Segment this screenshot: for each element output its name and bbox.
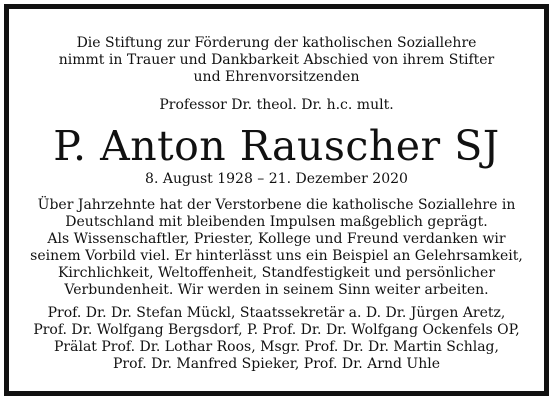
signatory-line: Prälat Prof. Dr. Lothar Roos, Msgr. Prof. Dr. Dr. Martin Schlag,	[54, 339, 499, 355]
signatory-line: Prof. Dr. Manfred Spieker, Prof. Dr. Arnd Uhle	[112, 356, 441, 372]
tribute-line: seinem Vorbild viel. Er hinterlässt uns ein Beispiel an Gelehrsamkeit,	[30, 248, 523, 264]
intro-line: und Ehrenvorsitzenden	[193, 69, 360, 85]
intro-line: nimmt in Trauer und Dankbarkeit Abschied von ihrem Stifter	[58, 52, 495, 68]
tribute-line: Verbundenheit. Wir werden in seinem Sinn weiter arbeiten.	[64, 282, 489, 298]
intro-text	[9, 35, 544, 86]
signatory-line: Prof. Dr. Dr. Stefan Mückl, Staatssekretär a. D. Dr. Jürgen Aretz,	[47, 305, 506, 321]
obituary-notice	[4, 4, 549, 396]
tribute-line: Als Wissenschaftler, Priester, Kollege und Freund verdanken wir	[47, 231, 506, 247]
intro-line: Die Stiftung zur Förderung der katholischen Soziallehre	[76, 35, 477, 51]
signatory-line: Prof. Dr. Wolfgang Bergsdorf, P. Prof. Dr. Dr. Wolfgang Ockenfels OP,	[33, 322, 520, 338]
tribute-line: Über Jahrzehnte hat der Verstorbene die katholische Soziallehre in	[37, 197, 516, 213]
life-dates: 8. August 1928 – 21. Dezember 2020	[145, 171, 408, 187]
tribute-line: Deutschland mit bleibenden Impulsen maßgeblich geprägt.	[65, 214, 488, 230]
signatories	[9, 305, 544, 373]
academic-title: Professor Dr. theol. Dr. h.c. mult.	[159, 97, 394, 113]
tribute-text	[9, 197, 544, 299]
tribute-line: Kirchlichkeit, Weltoffenheit, Standfestigkeit und persönlicher	[57, 265, 496, 281]
deceased-name: P. Anton Rauscher SJ	[53, 122, 500, 170]
